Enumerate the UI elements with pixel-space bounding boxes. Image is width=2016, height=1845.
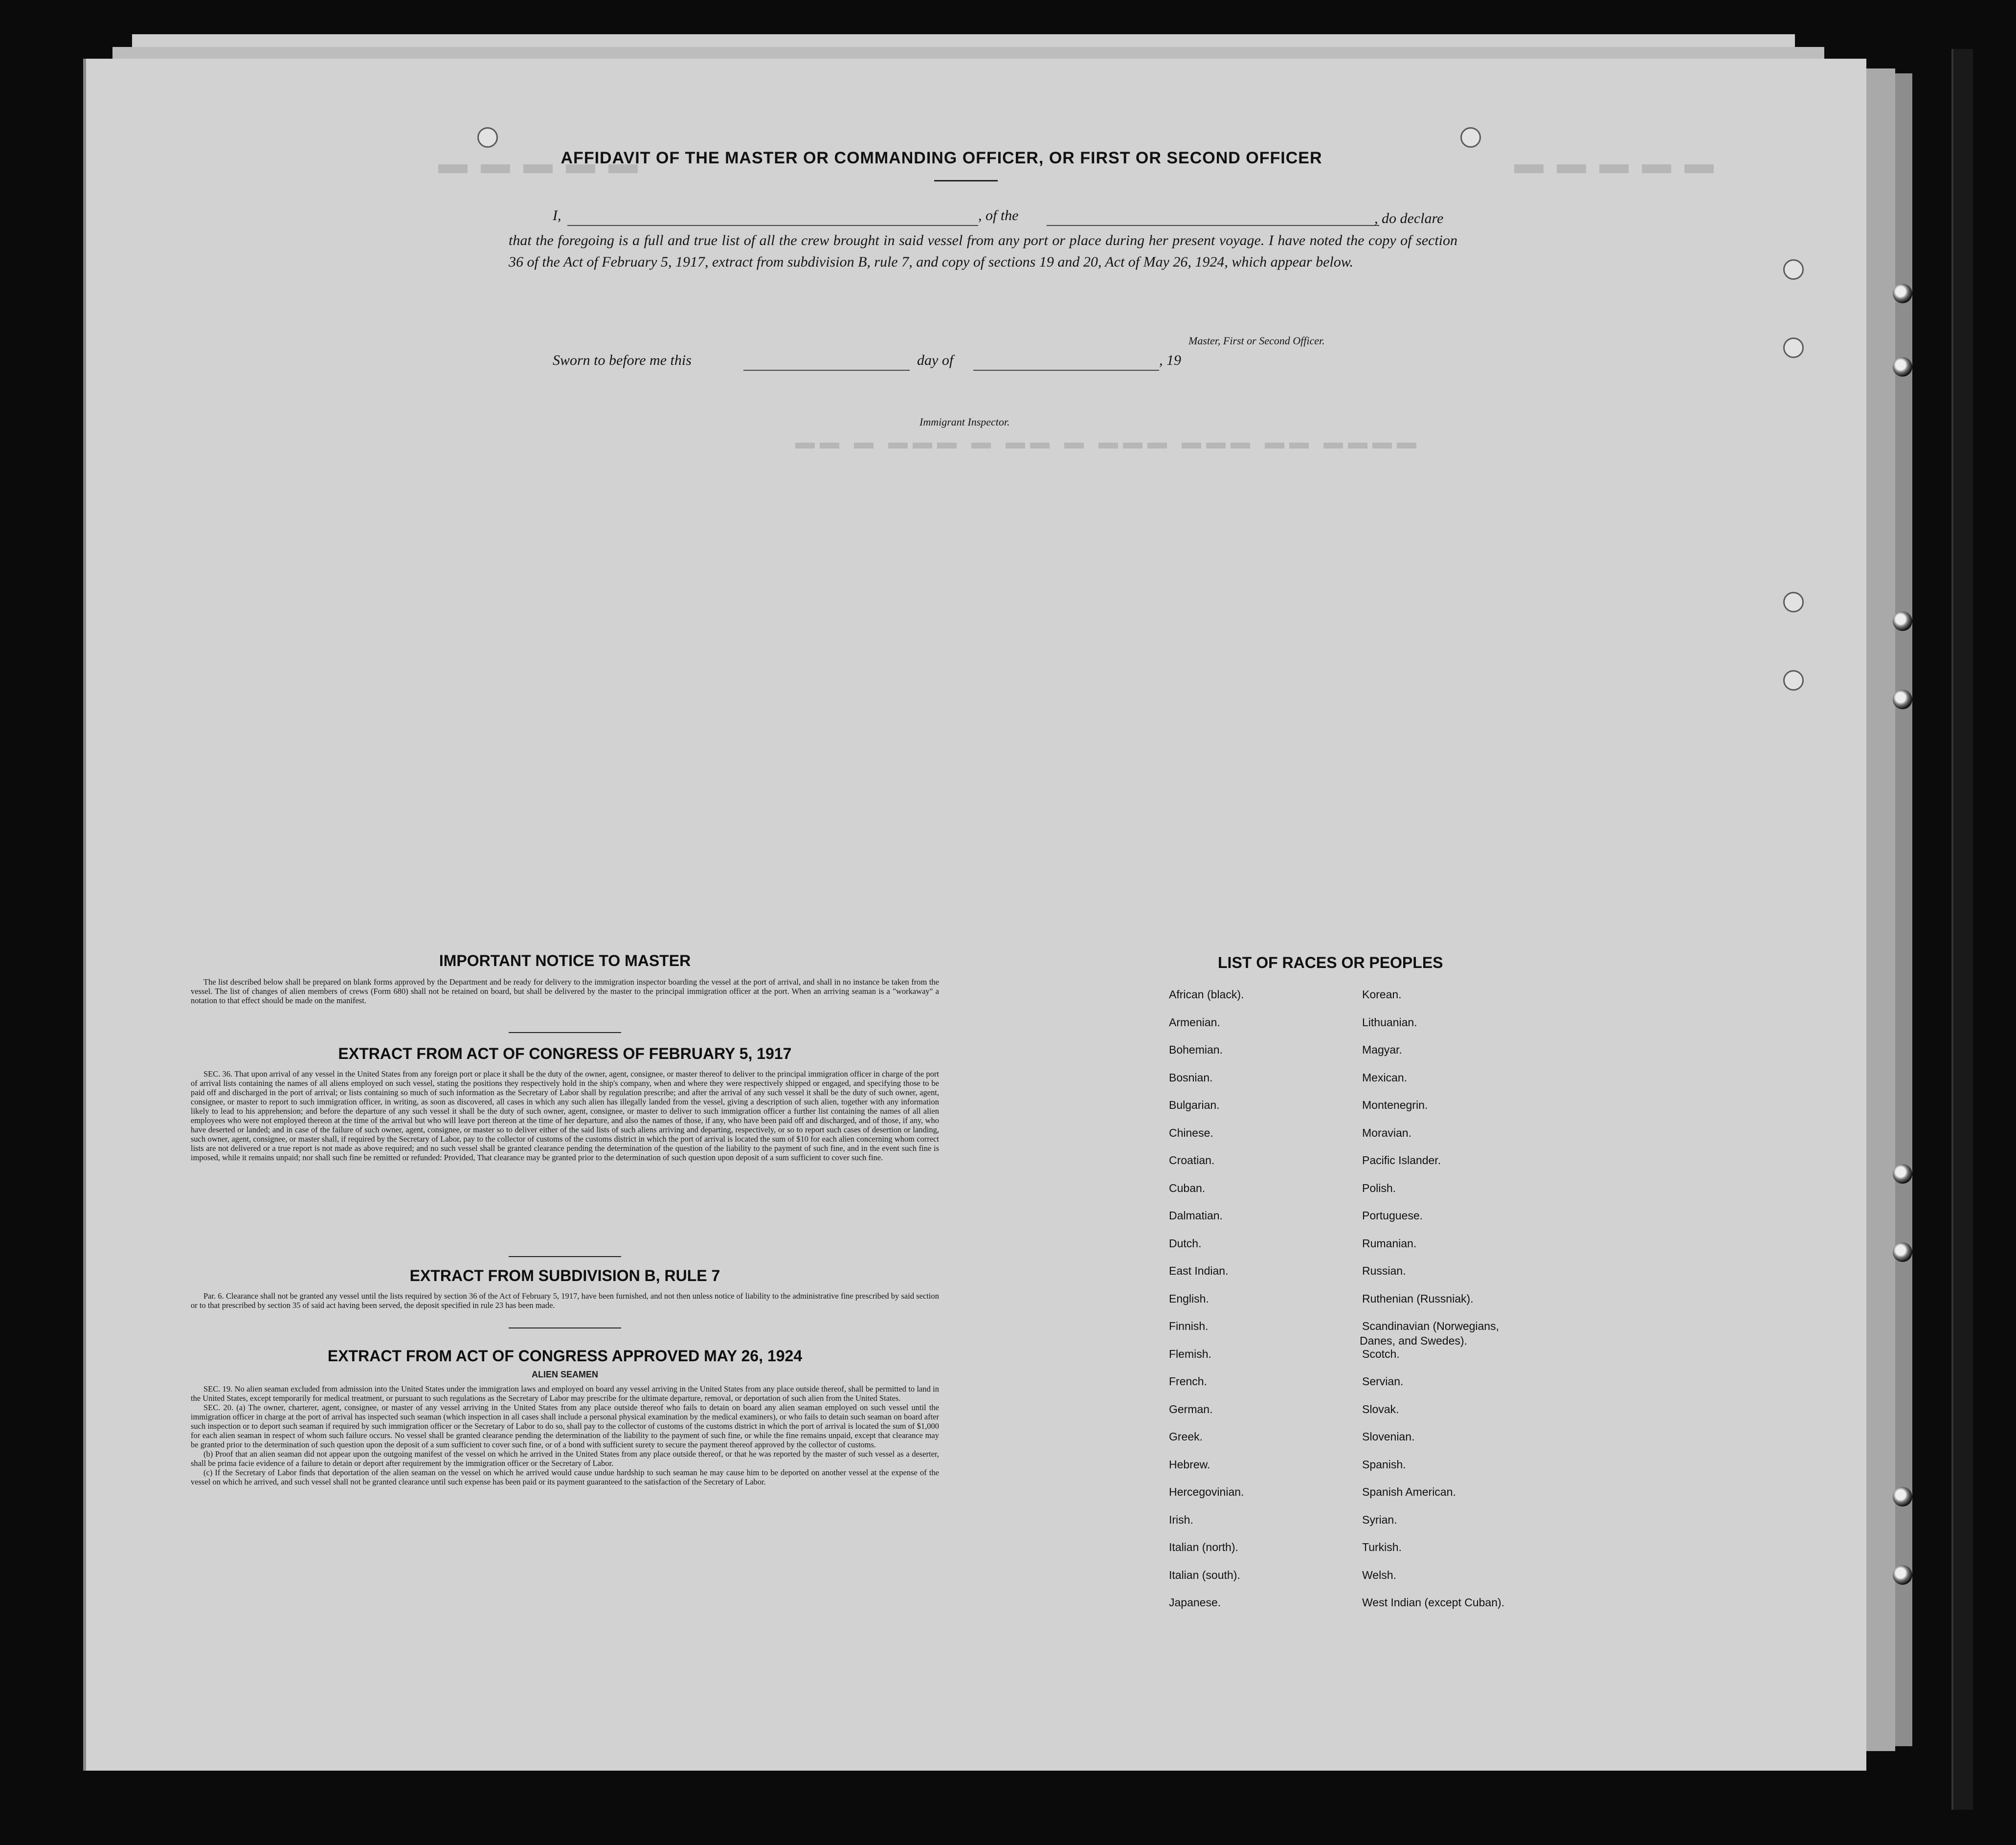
race-item: Welsh.: [1362, 1568, 1396, 1581]
document-page: [83, 59, 1866, 1771]
race-item: Russian.: [1362, 1264, 1406, 1277]
race-item: Spanish.: [1362, 1458, 1406, 1471]
name-blank: [567, 225, 978, 226]
races-title: LIST OF RACES OR PEOPLES: [1218, 954, 1443, 971]
race-item: Hebrew.: [1169, 1458, 1210, 1471]
rule-7-title: EXTRACT FROM SUBDIVISION B, RULE 7: [409, 1267, 720, 1284]
punch-hole: [1783, 338, 1804, 358]
punch-hole: [477, 127, 498, 148]
extract-1924-paragraph: SEC. 20. (a) The owner, charterer, agent, consignee, or master of any vessel arriving in the United States from any place outside thereof who fails to detain on board any alien seaman employed on such vessel until the immigration officer in charge at the port of arrival has inspected such seaman (which inspection in all cases shall include a personal physical examination by the medical examiners), or who fails to detain such seaman on board after such inspection or to deport such seaman if required by such immigration officer or the Secretary of Labor to do so, shall pay to the collector of customs of the customs district in which the port of arrival is located the sum of $1,000 for each alien seaman in respect of whom such failure occurs. No vessel shall be granted clearance pending the determination of the liability to the payment of such fine, or while the fine remains unpaid, except that clearance may be granted prior to the determination of such question upon the deposit of a sum sufficient to cover such fine, or of a bond with sufficient surety to secure the payment thereof approved by the collector of customs.: [191, 1403, 939, 1449]
extract-1924-paragraph: (b) Proof that an alien seaman did not appear upon the outgoing manifest of the vessel on which he arrived in the United States from any place outside thereof, or that he was reported by the master of such vessel as a deserter, shall be prima facie evidence of a failure to detain or deport after requirement by the immigration officer or the Secretary of Labor.: [191, 1449, 939, 1468]
rule-7-text: [191, 1291, 939, 1310]
punch-hole: [1783, 259, 1804, 280]
race-item: Slovenian.: [1362, 1430, 1415, 1443]
binder-ring: [1893, 1164, 1912, 1184]
binder-rings: [1893, 0, 1951, 1845]
extract-1924-text: [191, 1384, 939, 1486]
race-item: Syrian.: [1362, 1513, 1397, 1526]
race-item: Bulgarian.: [1169, 1099, 1220, 1111]
race-item: Servian.: [1362, 1375, 1404, 1388]
race-item: Finnish.: [1169, 1320, 1209, 1332]
vessel-blank: [1047, 225, 1379, 226]
section-rule: [509, 1256, 621, 1257]
bleed-through-text: ▬ ▬ ▬ ▬ ▬: [438, 147, 641, 180]
notice-paragraph: The list described below shall be prepared on blank forms approved by the Department and be ready for delivery to the immigration inspector boarding the vessel at the port of arrival, and shall in no instance be taken from the vessel. The list of changes of alien members of crews (Form 680) shall not be retained on board, but shall be delivered by the master to the principal immigration officer at the port. When an arriving seaman is a "workaway" a notation to that effect should be made on the manifest.: [191, 977, 939, 1005]
race-item: Moravian.: [1362, 1126, 1411, 1139]
punch-hole: [1460, 127, 1481, 148]
race-item: Polish.: [1362, 1181, 1396, 1194]
race-item: Greek.: [1169, 1430, 1203, 1443]
race-item: African (black).: [1169, 988, 1244, 1001]
race-item: Korean.: [1362, 988, 1402, 1001]
race-item: Danes, and Swedes).: [1360, 1334, 1467, 1347]
extract-1924-paragraph: (c) If the Secretary of Labor finds that deportation of the alien seaman on the vessel on which he arrived would cause undue hardship to such seaman he may cause him to be deported on another vessel at the expense of the vessel on which he arrived, and such vessel shall not be granted clearance until such expense has been paid or its payment guaranteed to the satisfaction of the Secretary of Labor.: [191, 1468, 939, 1486]
race-item: English.: [1169, 1292, 1209, 1305]
month-blank: [973, 370, 1159, 371]
notice-title: IMPORTANT NOTICE TO MASTER: [439, 952, 691, 969]
extract-1924-subtitle: ALIEN SEAMEN: [531, 1370, 598, 1379]
title-rule: [934, 180, 998, 181]
race-item: Italian (south).: [1169, 1568, 1240, 1581]
race-item: Dalmatian.: [1169, 1209, 1223, 1222]
bleed-through-text: ▬▬ ▬ ▬▬▬ ▬ ▬▬ ▬ ▬▬▬ ▬▬▬ ▬▬ ▬▬▬▬: [795, 431, 1421, 453]
bleed-through-text: ▬ ▬ ▬ ▬ ▬: [1514, 147, 1717, 180]
page-edge-right: [1863, 68, 1895, 1751]
rule-7-paragraph: Par. 6. Clearance shall not be granted any vessel until the lists required by section 36 of the Act of February 5, 1917, have been furnished, and not then unless notice of liability to the administrative fine prescribed by said section or to that prescribed by section 35 of said act having been served, the deposit specified in rule 23 has been made.: [191, 1291, 939, 1310]
race-item: Scotch.: [1362, 1347, 1400, 1360]
binder-strip: [1951, 49, 1973, 1810]
extract-1924-paragraph: SEC. 19. No alien seaman excluded from admission into the United States under the immigration laws and employed on board any vessel arriving in the United States from any place outside thereof, shall be permitted to land in the United States, except temporarily for medical treatment, or pursuant to such regulations as the Secretary of Labor may prescribe for the ultimate departure, removal, or deportation of such alien from the United States.: [191, 1384, 939, 1403]
affidavit-body: that the foregoing is a full and true list of all the crew brought in said vessel from any port or place during her present voyage. I have noted the copy of section 36 of the Act of February 5, 1917, extract from subdivision B, rule 7, and copy of sections 19 and 20, Act of May 26, 1924, which appear below.: [509, 232, 1457, 270]
inspector-signature-label: Immigrant Inspector.: [919, 416, 1010, 428]
master-signature-label: Master, First or Second Officer.: [1188, 335, 1325, 347]
affidavit-title: AFFIDAVIT OF THE MASTER OR COMMANDING OFFICER, OR FIRST OR SECOND OFFICER: [560, 149, 1322, 167]
affidavit-i-label: I,: [553, 207, 561, 224]
race-item: Cuban.: [1169, 1181, 1206, 1194]
race-item: Croatian.: [1169, 1154, 1215, 1167]
race-item: Magyar.: [1362, 1043, 1402, 1056]
binder-ring: [1893, 357, 1912, 377]
race-item: Pacific Islander.: [1362, 1154, 1441, 1167]
race-item: Lithuanian.: [1362, 1015, 1417, 1029]
race-item: Chinese.: [1169, 1126, 1213, 1139]
race-item: Scandinavian (Norwegians,: [1362, 1320, 1499, 1332]
race-item: Rumanian.: [1362, 1237, 1417, 1250]
punch-hole: [1783, 592, 1804, 612]
binder-ring: [1893, 284, 1912, 303]
binder-ring: [1893, 1487, 1912, 1507]
race-item: Mexican.: [1362, 1071, 1408, 1084]
extract-1917-paragraph: SEC. 36. That upon arrival of any vessel in the United States from any foreign port or place it shall be the duty of the owner, agent, consignee, or master thereof to deliver to the principal immigration officer in charge of the port of arrival lists containing the names of all aliens employed on such vessel, stating the positions they respectively hold in the ship's company, when and where they were respectively shipped or engaged, and specifying those to be paid off and discharged in the port of arrival; or lists containing so much of such information as the Secretary of Labor shall by regulation prescribe; and after the arrival of any such vessel it shall be the duty of such owner, agent, consignee, or master to report to such immigration officer, in writing, as soon as discovered, all cases in which any such alien has illegally landed from the vessel, giving a description of such alien, together with any information likely to lead to his apprehension; and before the departure of any such vessel it shall be the duty of such owner, agent, consignee, or master to deliver to such immigration officer a further list containing the names of all alien employees who were not employed thereon at the time of the arrival but who will leave port thereon at the time of her departure, and also the names of those, if any, who have been paid off and discharged, and of those, if any, who have deserted or landed; and in case of the failure of such owner, agent, consignee, or master so to deliver either of the said lists of such aliens arriving and departing, respectively, or so to report such cases of desertion or landing, such owner, agent, consignee, or master shall, if required by the Secretary of Labor, pay to the collector of customs of the customs district in which the port of arrival is located the sum of $10 for each alien concerning whom correct lists are not delivered or a true report is not made as above required; and no such vessel shall be granted clearance pending the determination of the question of the liability to the payment of such fine, and in the event such fine is imposed, while it remains unpaid; nor shall such fine be remitted or refunded: Provided, That clearance may be granted prior to the determination of such question upon deposit of a sum sufficient to cover such fine.: [191, 1069, 939, 1162]
race-item: German.: [1169, 1402, 1213, 1416]
extract-1924-title: EXTRACT FROM ACT OF CONGRESS APPROVED MAY 26, 1924: [327, 1347, 803, 1365]
day-of-label: day of: [917, 352, 954, 368]
race-item: Portuguese.: [1362, 1209, 1423, 1222]
race-item: Hercegovinian.: [1169, 1485, 1244, 1498]
extract-1917-text: [191, 1069, 939, 1162]
sworn-label: Sworn to before me this: [553, 352, 692, 368]
race-item: Spanish American.: [1362, 1485, 1456, 1498]
affidavit-of-the-label: , of the: [978, 207, 1019, 224]
race-item: Slovak.: [1362, 1402, 1399, 1416]
race-item: Italian (north).: [1169, 1541, 1238, 1553]
race-item: East Indian.: [1169, 1264, 1229, 1277]
binder-ring: [1893, 690, 1912, 709]
race-item: Japanese.: [1169, 1596, 1221, 1609]
binder-ring: [1893, 1242, 1912, 1262]
race-item: Bohemian.: [1169, 1043, 1223, 1056]
section-rule: [509, 1032, 621, 1033]
race-item: Dutch.: [1169, 1237, 1202, 1250]
race-item: Irish.: [1169, 1513, 1193, 1526]
punch-hole: [1783, 670, 1804, 691]
notice-text: [191, 977, 939, 1005]
affidavit-declare-label: , do declare: [1374, 210, 1444, 226]
race-item: Turkish.: [1362, 1541, 1402, 1553]
page-edge-top: [132, 34, 1795, 47]
race-item: Flemish.: [1169, 1347, 1211, 1360]
race-item: Montenegrin.: [1362, 1099, 1428, 1111]
race-item: Armenian.: [1169, 1015, 1220, 1029]
race-item: West Indian (except Cuban).: [1362, 1596, 1505, 1609]
binder-ring: [1893, 611, 1912, 631]
extract-1917-title: EXTRACT FROM ACT OF CONGRESS OF FEBRUARY 5, 1917: [338, 1045, 792, 1062]
race-item: Ruthenian (Russniak).: [1362, 1292, 1474, 1305]
race-item: Bosnian.: [1169, 1071, 1213, 1084]
race-item: French.: [1169, 1375, 1207, 1388]
sworn-day-blank: [743, 370, 910, 371]
year-label: , 19: [1159, 352, 1181, 368]
binder-ring: [1893, 1565, 1912, 1585]
